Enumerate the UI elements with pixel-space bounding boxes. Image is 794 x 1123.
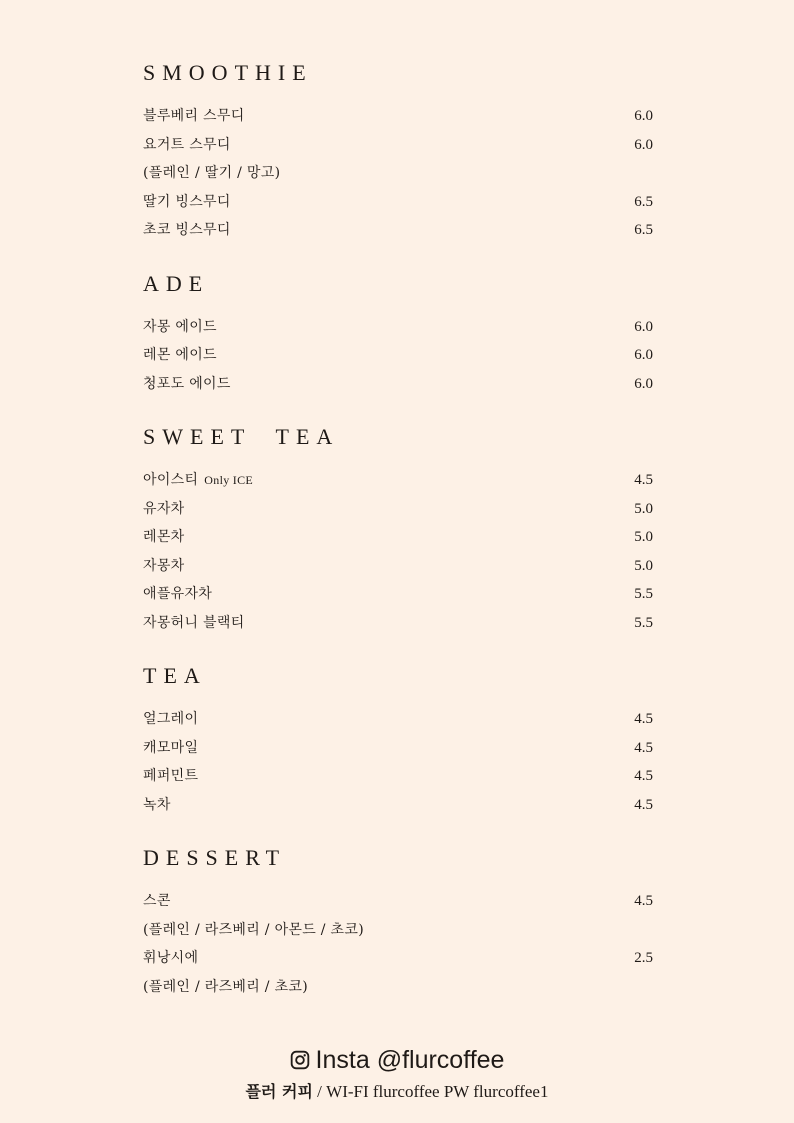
menu-item xyxy=(143,552,653,581)
shop-info xyxy=(0,1079,794,1102)
item-price: 6.5 xyxy=(634,193,653,210)
item-name: 유자차 xyxy=(143,500,185,517)
item-name: 휘낭시에 xyxy=(143,950,199,966)
item-price: 4.5 xyxy=(634,893,653,909)
item-price: 5.0 xyxy=(634,557,653,574)
item-price: 4.5 xyxy=(634,796,653,813)
section-ade xyxy=(143,269,653,399)
menu-item xyxy=(143,705,653,734)
item-name: 자몽차 xyxy=(143,557,185,574)
menu-item xyxy=(143,370,653,399)
item-price: 4.5 xyxy=(634,768,653,784)
item-price: 5.0 xyxy=(634,529,653,545)
item-price: 5.0 xyxy=(634,500,653,517)
section-title: SMOOTHIE xyxy=(143,60,313,85)
menu-item xyxy=(143,944,653,973)
item-price: 6.5 xyxy=(634,222,653,238)
menu-item xyxy=(143,495,653,524)
item-name: 청포도 에이드 xyxy=(143,375,231,392)
item-price: 4.5 xyxy=(634,739,653,756)
menu xyxy=(143,58,653,1025)
item-name: 레몬차 xyxy=(143,529,185,545)
section-title: ADE xyxy=(143,270,210,296)
menu-item xyxy=(143,216,653,245)
item-price: 5.5 xyxy=(634,614,653,631)
menu-item xyxy=(143,523,653,552)
menu-item-options xyxy=(143,916,653,945)
item-price: 6.0 xyxy=(634,136,653,153)
section-title: TEA xyxy=(143,663,207,688)
item-price: 6.0 xyxy=(634,375,653,392)
menu-item xyxy=(143,762,653,791)
section-title: SWEET TEA xyxy=(143,424,340,449)
item-note: Only ICE xyxy=(204,473,254,487)
section-sweet-tea xyxy=(143,422,653,637)
item-name: 자몽 에이드 xyxy=(143,318,217,335)
item-name: 캐모마일 xyxy=(143,739,199,756)
item-price: 2.5 xyxy=(634,950,653,966)
section-dessert xyxy=(143,843,653,1001)
brand-name: 플러 커피 xyxy=(245,1082,313,1101)
instagram-icon xyxy=(290,1050,310,1070)
item-name: (플레인 / 라즈베리 / 아몬드 / 초코) xyxy=(143,921,364,938)
item-price: 6.0 xyxy=(634,108,653,124)
menu-item xyxy=(143,580,653,609)
item-name: 페퍼민트 xyxy=(143,768,199,784)
section-smoothie xyxy=(143,58,653,245)
item-name: 요거트 스무디 xyxy=(143,136,231,153)
menu-item xyxy=(143,188,653,217)
instagram-text: Insta @flurcoffee xyxy=(315,1045,505,1074)
item-name: 초코 빙스무디 xyxy=(143,222,231,238)
item-name: 레몬 에이드 xyxy=(143,347,217,363)
menu-item xyxy=(143,887,653,916)
item-name: 아이스티 xyxy=(143,472,199,488)
item-price: 6.0 xyxy=(634,318,653,335)
item-name: 녹차 xyxy=(143,796,171,813)
menu-item xyxy=(143,341,653,370)
item-name: 얼그레이 xyxy=(143,711,199,727)
section-tea xyxy=(143,661,653,819)
item-price: 4.5 xyxy=(634,711,653,727)
instagram-handle[interactable] xyxy=(290,1043,505,1077)
item-price: 4.5 xyxy=(634,472,653,488)
menu-item xyxy=(143,131,653,160)
item-name: 스콘 xyxy=(143,893,171,909)
menu-item xyxy=(143,466,653,495)
menu-item xyxy=(143,734,653,763)
menu-item-options xyxy=(143,973,653,1002)
item-name: (플레인 / 라즈베리 / 초코) xyxy=(143,978,308,995)
section-title: DESSERT xyxy=(143,845,287,870)
item-name: (플레인 / 딸기 / 망고) xyxy=(143,165,281,181)
item-name: 자몽허니 블랙티 xyxy=(143,614,245,631)
item-price: 5.5 xyxy=(634,586,653,602)
item-name: 애플유자차 xyxy=(143,586,213,602)
menu-item-options xyxy=(143,159,653,188)
item-name: 딸기 빙스무디 xyxy=(143,193,231,210)
footer xyxy=(0,1043,794,1102)
menu-item xyxy=(143,313,653,342)
menu-item xyxy=(143,102,653,131)
wifi-info: / WI-FI flurcoffee PW flurcoffee1 xyxy=(312,1082,549,1101)
item-price: 6.0 xyxy=(634,347,653,363)
menu-item xyxy=(143,791,653,820)
item-name: 블루베리 스무디 xyxy=(143,108,245,124)
menu-item xyxy=(143,609,653,638)
